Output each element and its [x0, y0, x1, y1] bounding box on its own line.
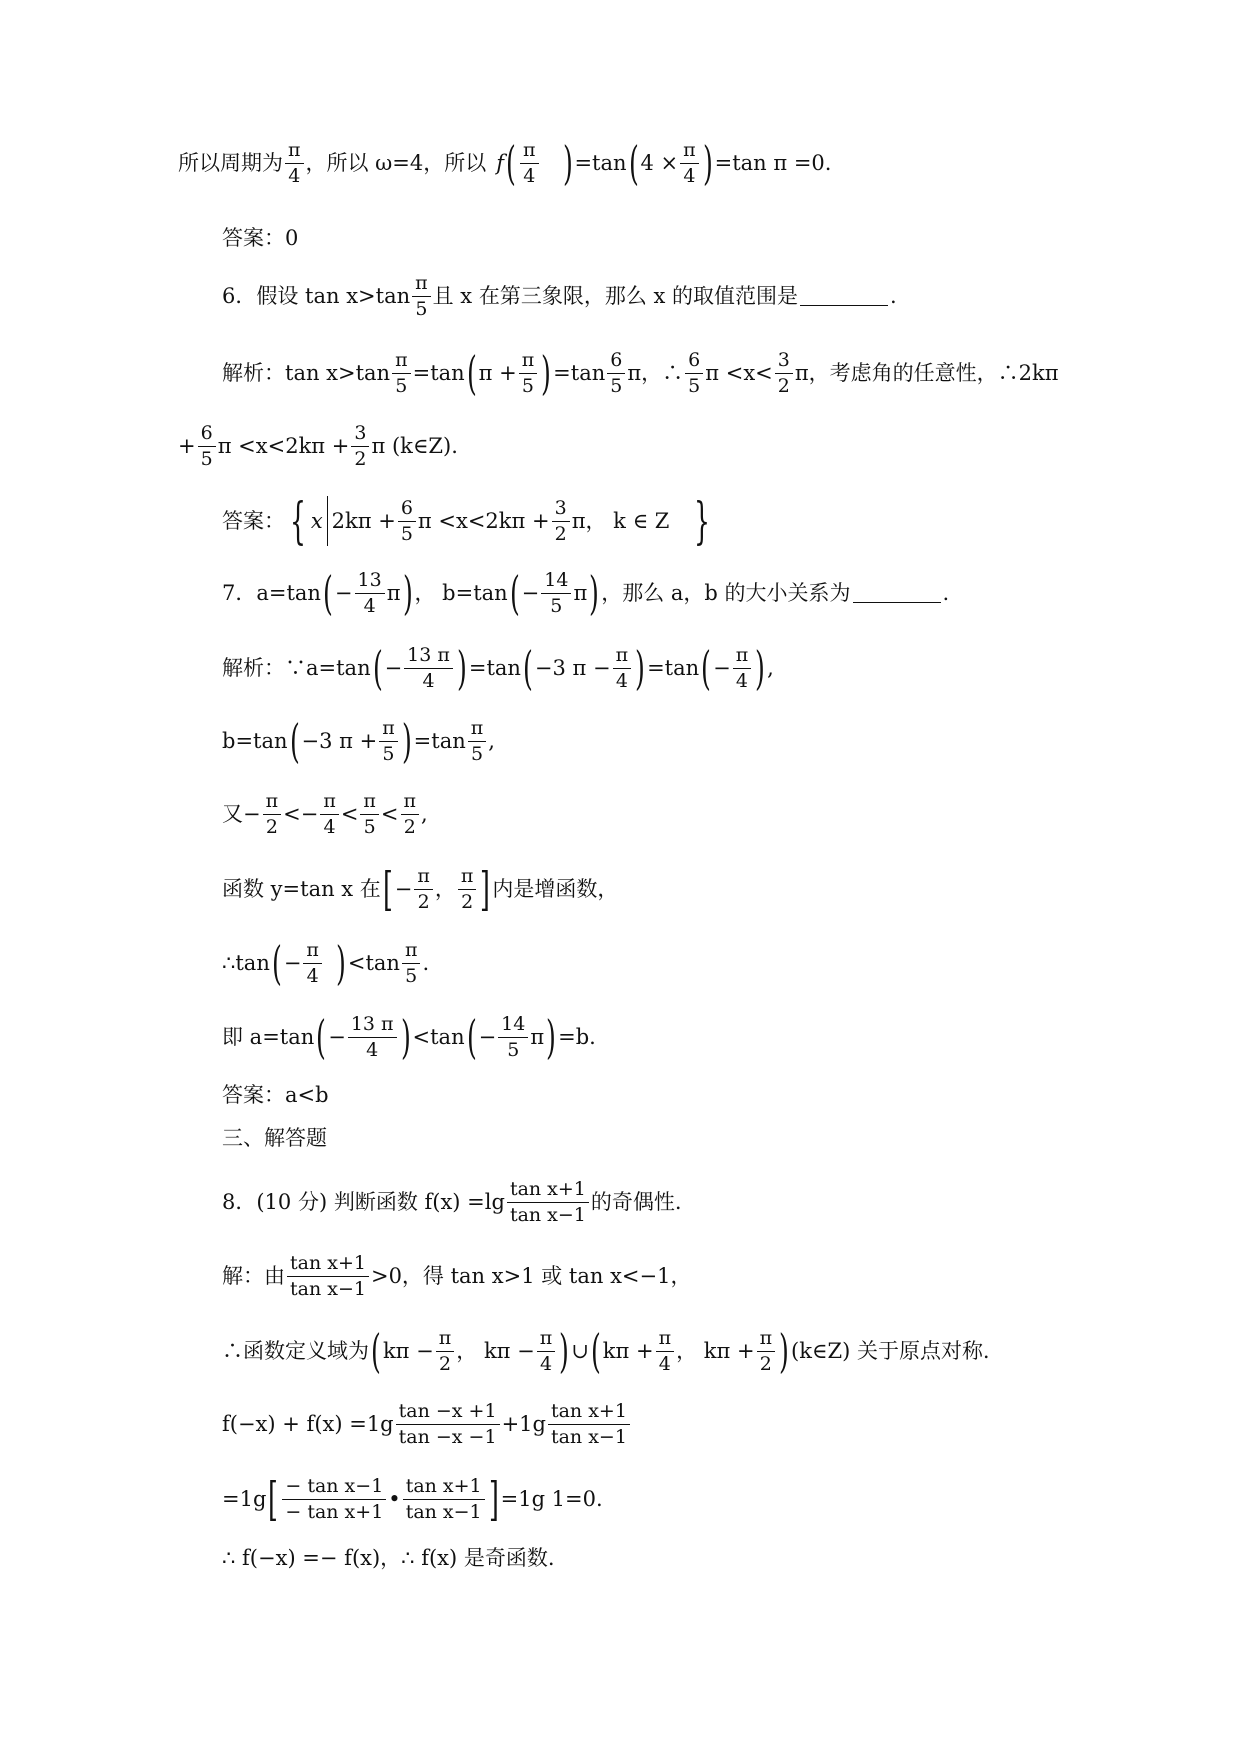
right-paren: ) [562, 136, 573, 190]
text: π <x<2kπ + [217, 434, 350, 458]
fraction: $\frac{13}{4}$ [355, 571, 385, 616]
fraction: $\frac{3}{2}$ [775, 351, 793, 396]
fraction: $\frac{13 \pi}{4}$ [404, 646, 453, 691]
right-paren: ) [546, 1010, 557, 1064]
left-paren: ( [271, 936, 282, 990]
solution-8-b [222, 1324, 990, 1378]
fraction: $\frac{\pi}{4}$ [303, 941, 322, 986]
text: f [496, 150, 505, 175]
solution-8-e: ∴ f(−x) =− f(x)，∴ f(x) 是奇函数. [222, 1546, 555, 1570]
answer-7: 答案：a<b [222, 1083, 329, 1107]
text: − [394, 876, 413, 901]
right-paren: ) [456, 641, 467, 695]
fraction: $\frac{\pi}{2}$ [436, 1329, 455, 1374]
text: <tan [412, 1024, 465, 1049]
fraction: $\frac{\pi}{2}$ [401, 792, 420, 837]
text: π <x< [705, 360, 773, 385]
solution-8-c [222, 1402, 632, 1447]
solution-6 [222, 346, 1059, 400]
fraction: $\frac{\pi}{4}$ [613, 646, 632, 691]
right-paren: ) [400, 1010, 411, 1064]
text: =tan [647, 655, 700, 680]
text: =tan π =0. [714, 150, 832, 175]
text: −3 π − [534, 655, 611, 680]
text: − [478, 1024, 497, 1049]
fraction: $\frac{\pi}{5}$ [412, 274, 431, 319]
text: =tan [553, 360, 606, 385]
text: 解：由 [222, 1264, 285, 1288]
text: 的奇偶性. [590, 1190, 682, 1214]
section-heading: 三、解答题 [222, 1126, 327, 1150]
text: b=tan [222, 728, 288, 753]
right-paren: ) [702, 136, 713, 190]
text: <tan [347, 950, 400, 975]
solution-6-cont [178, 424, 458, 469]
answer-6 [222, 492, 715, 550]
left-bracket: [ [268, 1472, 279, 1526]
left-brace: { [289, 492, 306, 550]
left-paren: ( [590, 1324, 601, 1378]
answer-line: 答案：0 [222, 226, 299, 250]
text: π， k ∈ Z [571, 508, 670, 533]
fraction: $\frac{\text{tan x+1}}{\text{tan x−1}}$ [287, 1254, 369, 1299]
fraction: $\frac{\text{tan x+1}}{\text{tan x−1}}$ [403, 1477, 485, 1522]
text: π [530, 1024, 545, 1049]
right-paren: ) [589, 566, 600, 620]
text: ， kπ − [456, 1338, 535, 1363]
solution-8-d [222, 1472, 603, 1526]
text: 4 × [640, 150, 679, 175]
text: (k∈Z) 关于原点对称. [791, 1338, 990, 1363]
question-7 [222, 566, 950, 620]
left-paren: ( [701, 641, 712, 695]
fraction: $\frac{\text{− tan x−1}}{\text{− tan x+1}}$ [282, 1477, 386, 1522]
text: ∪ [571, 1338, 589, 1363]
text: ， kπ + [676, 1338, 755, 1363]
fraction: $\frac{\pi}{5}$ [402, 941, 421, 986]
text: x [310, 508, 323, 533]
text: =b. [558, 1024, 596, 1049]
fraction: $\frac{6}{5}$ [685, 351, 703, 396]
question-8 [222, 1180, 682, 1225]
left-paren: ( [466, 346, 477, 400]
text: kπ + [602, 1338, 654, 1363]
fraction: $\frac{\pi}{5}$ [379, 719, 398, 764]
text: + [178, 434, 196, 458]
left-paren: ( [372, 641, 383, 695]
solution-8-a [222, 1254, 691, 1299]
solution-7-d [222, 862, 619, 916]
answer-blank [800, 287, 888, 306]
solution-7-e [222, 936, 430, 990]
fraction: $\frac{\pi}{5}$ [519, 351, 538, 396]
set-bar [327, 496, 328, 546]
solution-7-b [222, 714, 495, 768]
left-paren: ( [522, 641, 533, 695]
fraction: $\frac{\pi}{5}$ [468, 719, 487, 764]
text: 2kπ + [331, 508, 396, 533]
text: −3 π + [301, 728, 378, 753]
fraction: $\frac{\pi}{4}$ [656, 1329, 675, 1374]
text: π [573, 580, 588, 605]
left-paren: ( [289, 714, 300, 768]
text: π <x<2kπ + [417, 508, 550, 533]
fraction: $\frac{\pi}{5}$ [360, 792, 379, 837]
text: 6．假设 tan x>tan [222, 284, 411, 308]
left-bracket: [ [382, 862, 393, 916]
fraction: $\frac{3}{2}$ [351, 424, 369, 469]
fraction: $\frac{\pi}{4}$ [733, 646, 752, 691]
text: =tan [412, 360, 465, 385]
solution-7-a [222, 641, 774, 695]
text: π，∴ [627, 360, 684, 385]
left-paren: ( [371, 1324, 381, 1378]
solution-7-f [222, 1010, 596, 1064]
text: − [334, 580, 353, 605]
text: , [421, 802, 428, 826]
text: +1g [501, 1412, 546, 1436]
text: − [713, 655, 731, 680]
right-paren: ) [402, 566, 413, 620]
fraction: $\frac{\pi}{2}$ [263, 792, 282, 837]
text: π [386, 580, 401, 605]
text: π + [478, 360, 517, 385]
text: , [767, 655, 774, 680]
text: ， [434, 876, 456, 901]
text: 解析：∵a=tan [222, 655, 371, 680]
fraction: $\frac{\pi}{4}$ [320, 792, 339, 837]
text: − [384, 655, 403, 680]
right-paren: ) [635, 641, 646, 695]
fraction: $\frac{\pi}{4}$ [285, 141, 304, 186]
text: π (k∈Z). [371, 434, 458, 458]
right-bracket: ] [488, 1472, 499, 1526]
fraction: $\frac{\pi}{2}$ [757, 1329, 776, 1374]
text: < [380, 802, 399, 826]
fraction: $\frac{3}{2}$ [552, 499, 570, 544]
answer-blank [853, 584, 941, 603]
fraction: $\frac{\pi}{2}$ [458, 867, 477, 912]
left-paren: ( [316, 1010, 327, 1064]
fraction: $\frac{14}{5}$ [541, 571, 571, 616]
text: 又− [222, 802, 261, 826]
text: f(−x) + f(x) =1g [222, 1412, 394, 1436]
text: 8．(10 分) 判断函数 f(x) =lg [222, 1190, 505, 1214]
text: <− [283, 802, 319, 826]
text: 解析：tan x>tan [222, 360, 391, 385]
text: =tan [468, 655, 521, 680]
text: 且 x 在第三象限，那么 x 的取值范围是 [432, 284, 799, 308]
text: ，那么 a，b 的大小关系为 [601, 580, 851, 605]
left-paren: ( [628, 136, 639, 190]
solution-7-c [222, 792, 428, 837]
fraction: $\frac{\pi}{5}$ [392, 351, 411, 396]
text: − [328, 1024, 346, 1049]
text: . [890, 284, 897, 308]
text: π，考虑角的任意性，∴2kπ [794, 360, 1059, 385]
fraction: $\frac{\pi}{4}$ [680, 141, 699, 186]
text: . [422, 950, 430, 975]
text: =tan [413, 728, 466, 753]
left-paren: ( [323, 566, 333, 620]
left-paren: ( [466, 1010, 477, 1064]
text: − [521, 580, 540, 605]
fraction: $\frac{6}{5}$ [607, 351, 625, 396]
text: =1g [222, 1486, 267, 1511]
right-paren: ) [779, 1324, 789, 1378]
text: =1g 1=0. [500, 1486, 603, 1511]
text: kπ − [382, 1338, 434, 1363]
left-paren: ( [509, 566, 520, 620]
text: >0，得 tan x>1 或 tan x<−1， [370, 1264, 692, 1288]
fraction: $\frac{13 \pi}{4}$ [348, 1015, 397, 1060]
text: 即 a=tan [222, 1024, 315, 1049]
text: ∴tan [222, 950, 270, 975]
text: , [488, 728, 495, 753]
right-paren: ) [755, 641, 766, 695]
right-paren: ) [541, 346, 552, 400]
fraction: $\frac{\text{tan x+1}}{\text{tan x−1}}$ [548, 1402, 630, 1447]
question-6 [222, 274, 897, 319]
fraction: $\frac{\text{tan x+1}}{\text{tan x−1}}$ [507, 1180, 589, 1225]
text: 所以周期为 [178, 150, 283, 175]
fraction: $\frac{\pi}{2}$ [414, 867, 433, 912]
right-paren: ) [401, 714, 412, 768]
fraction: $\frac{\pi}{4}$ [520, 141, 539, 186]
text: • [388, 1486, 401, 1511]
period-line [178, 136, 832, 190]
text: =tan [574, 150, 627, 175]
text: 函数 y=tan x 在 [222, 876, 381, 901]
text: 内是增函数， [492, 876, 619, 901]
fraction: $\frac{\tan -x +1}{\tan -x -1}$ [396, 1402, 500, 1447]
text: . [942, 580, 950, 605]
text: ， b=tan [414, 580, 508, 605]
text: 答案： [222, 508, 285, 533]
text: − [283, 950, 302, 975]
text: ，所以 ω=4，所以 [305, 150, 487, 175]
fraction: $\frac{6}{5}$ [198, 424, 216, 469]
right-bracket: ] [480, 862, 491, 916]
fraction: $\frac{14}{5}$ [498, 1015, 528, 1060]
right-paren: ) [335, 936, 346, 990]
fraction: $\frac{6}{5}$ [398, 499, 416, 544]
right-paren: ) [559, 1324, 570, 1378]
right-brace: } [694, 492, 711, 550]
text: 7．a=tan [222, 580, 321, 605]
left-paren: ( [506, 136, 516, 190]
text: < [340, 802, 359, 826]
text: ∴函数定义域为 [222, 1338, 369, 1363]
fraction: $\frac{\pi}{4}$ [537, 1329, 556, 1374]
